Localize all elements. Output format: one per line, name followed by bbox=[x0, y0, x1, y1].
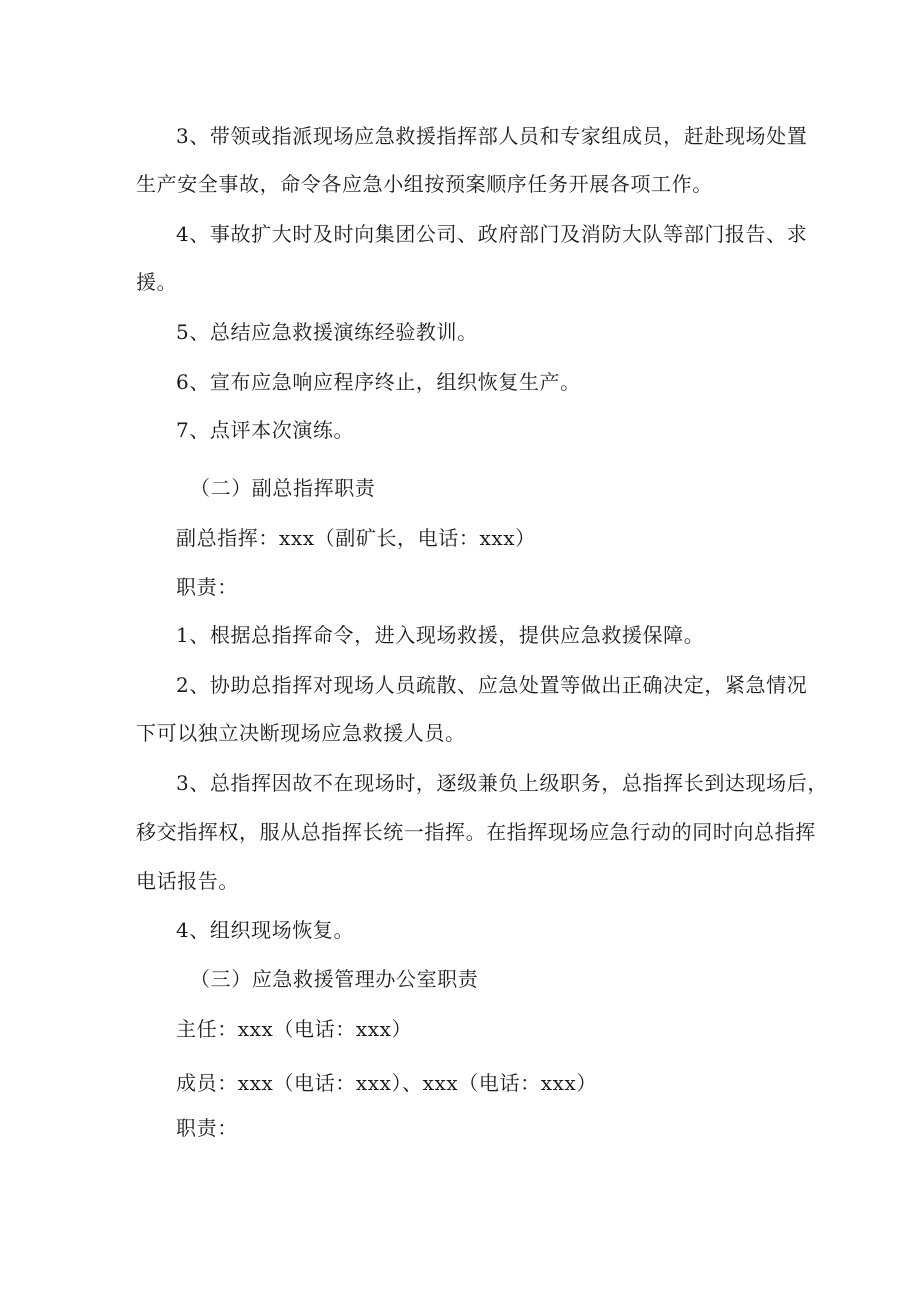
item-4-line-1: 4、事故扩大时及时向集团公司、政府部门及消防大队等部门报告、求 bbox=[176, 222, 808, 246]
item-5: 5、总结应急救援演练经验教训。 bbox=[176, 320, 478, 344]
office-members-line: 成员：xxx（电话：xxx）、xxx（电话：xxx） bbox=[176, 1071, 597, 1095]
item-3-line-2: 生产安全事故，命令各应急小组按预案顺序任务开展各项工作。 bbox=[136, 172, 713, 196]
section-2-item-1: 1、根据总指挥命令，进入现场救援，提供应急救援保障。 bbox=[176, 623, 705, 647]
section-2-item-3-line-3: 电话报告。 bbox=[136, 869, 239, 893]
section-2-item-3-line-1: 3、总指挥因故不在现场时，逐级兼负上级职务，总指挥长到达现场后， bbox=[176, 771, 828, 795]
section-2-duties-label: 职责： bbox=[176, 575, 238, 599]
item-3-line-1: 3、带领或指派现场应急救援指挥部人员和专家组成员，赶赴现场处置 bbox=[176, 124, 808, 148]
item-7: 7、点评本次演练。 bbox=[176, 418, 355, 442]
section-2-item-4: 4、组织现场恢复。 bbox=[176, 918, 355, 942]
section-2-heading: （二）副总指挥职责 bbox=[190, 476, 376, 500]
section-3-duties-label: 职责： bbox=[176, 1116, 238, 1140]
item-4-line-2: 援。 bbox=[136, 270, 178, 294]
section-2-item-2-line-1: 2、协助总指挥对现场人员疏散、应急处置等做出正确决定，紧急情况 bbox=[176, 673, 808, 697]
section-3-heading: （三）应急救援管理办公室职责 bbox=[190, 967, 479, 991]
deputy-commander-line: 副总指挥：xxx（副矿长，电话：xxx） bbox=[176, 526, 536, 550]
item-6: 6、宣布应急响应程序终止，组织恢复生产。 bbox=[176, 370, 581, 394]
office-director-line: 主任：xxx（电话：xxx） bbox=[176, 1017, 413, 1041]
section-2-item-2-line-2: 下可以独立决断现场应急救援人员。 bbox=[136, 721, 466, 745]
section-2-item-3-line-2: 移交指挥权，服从总指挥长统一指挥。在指挥现场应急行动的同时向总指挥 bbox=[136, 820, 816, 844]
